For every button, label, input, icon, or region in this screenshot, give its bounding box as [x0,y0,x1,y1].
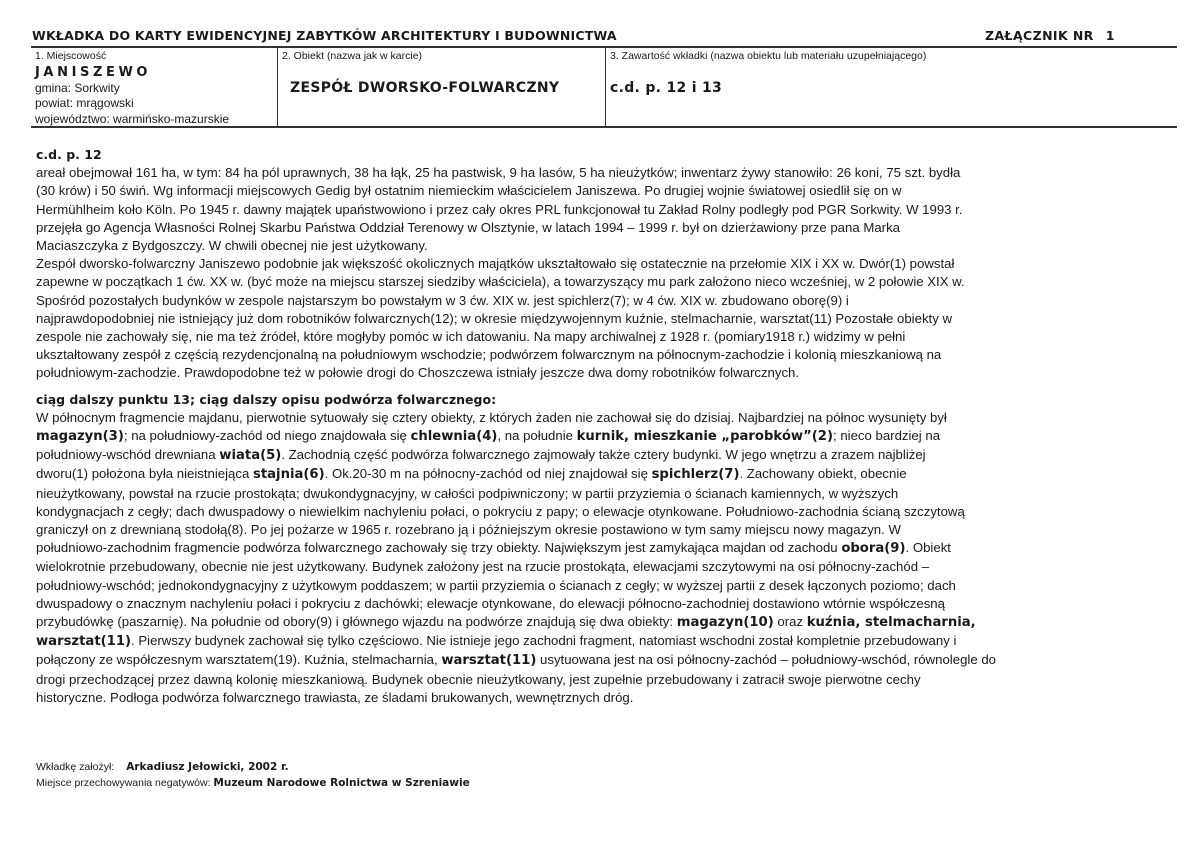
author-line [36,759,470,775]
text-line: nieużytkowany, powstał na rzucie prostokąta; dwukondygnacyjny, w całości podpiwniczony; w partii przyziemia o ścianach kamiennych, w wyższych [36,485,899,501]
building-term: magazyn(3) [36,429,124,445]
attachment-label [985,28,1115,43]
identification-table [31,46,1177,128]
building-term: magazyn(10) [676,615,774,631]
author-label: Wkładkę założył: [36,761,115,773]
storage-label: Miejsce przechowywania negatywów: [36,777,211,789]
document-footer [36,759,470,791]
storage-line [36,775,470,791]
text-line: Maciaszczyka z Bydgoszczy. W chwili obecnej nie jest użytkowany. [36,238,428,254]
text-line: wielokrotnie przebudowany, obecnie nie jest użytkowany. Budynek założony jest na rzucie prostokąta, elewacjami szczytowymi na osi północny-zachód – [36,559,930,575]
text-line: Zespół dworsko-folwarczny Janiszewo podobnie jak większość okolicznych majątków ukształtowało się ostatecznie na przełomie XIX i XX w. Dwór(1) powstał [36,256,955,272]
text-line: dwuspadowy o znacznym nachyleniu połaci i pokryciu z dachówki; elewacje otynkowane, do elewacji północno-zachodniej dostawiono wtórnie współczesną [36,595,945,611]
text-line: dworu(1) położona była nieistniejąca stajnia(6). Ok.20-30 m na północny-zachód od niej znajdował się spichlerz(7). Zachowany obiekt, obecnie [36,466,907,483]
building-term: chlewnia(4) [410,429,498,445]
text-line: zespole nie zachowały się, nie ma też źródeł, które mogłyby pomóc w ich datowaniu. Na mapy archiwalnej z 1928 r. (pomiary1918 r.) widzimy w pełni [36,329,906,345]
text-line: połączony ze współczesnym warsztatem(19). Kuźnia, stelmacharnia, warsztat(11) usytuowana jest na osi północny-zachód – południowy-wschód, równolegle do [36,652,997,669]
building-term: warsztat(11) [441,653,537,669]
building-term: kurnik, mieszkanie „parobków”(2) [576,429,833,445]
object-cell [277,48,606,126]
text-line: południowym-zachodzie. Prawdopodobne też w połowie drogi do Choszczewa istniały jeszcze dwa domy robotników folwarcznych. [36,365,800,381]
section-heading-continuation-13: ciąg dalszy punktu 13; ciąg dalszy opisu podwórza folwarcznego: [36,391,497,407]
text-line: Spośród pozostałych budynków w zespole najstarszym bo powstałym w 3 ćw. XIX w. jest spichlerz(7); w 4 ćw. XIX w. zbudowano oborę(9) i [36,292,849,308]
building-term: spichlerz(7) [651,467,740,483]
text-line: W północnym fragmencie majdanu, pierwotnie sytuowały się cztery obiekty, z których żaden nie zachował się do dzisiaj. Najbardziej na północ wysunięty był [36,409,947,425]
building-term: obora(9) [841,541,906,557]
text-line: warsztat(11). Pierwszy budynek zachował się tylko częściowo. Nie istnieje jego zachodni fragment, natomiast wschodni został kompletnie przebudowany i [36,633,957,650]
storage-value: Muzeum Narodowe Rolnictwa w Szreniawie [213,777,470,789]
text-line: kondygnacjach z cegły; dach dwuspadowy o niewielkim nachyleniu połaci, o pokryciu z papy; o elewacje otynkowane. Południowo-zachodnia ścianą szczytową [36,503,965,519]
text-line: przejęła go Agencja Własności Rolnej Skarbu Państwa Oddział Terenowy w Olsztynie, w latach 1994 – 1999 r. był on dzierżawiony prze pana Marka [36,219,900,235]
text-line: (30 krów) i 50 świń. Wg informacji miejscowych Gedig był ostatnim niemieckim właścicielem Janiszewa. Po drugiej wojnie światowej osiedlił się on w [36,183,902,199]
text-line: zapewne w początkach 1 ćw. XX w. (być może na miejscu starszej siedziby właściciela), a towarzyszący mu park założono nieco wcześniej, w 2 połowie XIX w. [36,274,965,290]
text-line: ukształtowany zespół z częścią rezydencjonalną na południowym wschodzie; podwórzem folwarcznym na północnym-zachodzie i kolonią mieszkaniową na [36,347,942,363]
contents-cell [605,48,1177,126]
contents-caption: 3. Zawartość wkładki (nazwa obiektu lub materiału uzupełniającego) [610,50,927,62]
building-term: warsztat(11) [36,634,132,650]
text-line: przybudówkę (paszarnię). Na południe od obory(9) i głównego wjazdu na podwórze znajdują się dwa obiekty: magazyn(10) oraz kuźnia, stelmacharnia, [36,614,976,631]
place-name: JANISZEWO [35,65,152,80]
gmina-line: gmina: Sorkwity [35,81,120,95]
text-line: południowo-zachodnim fragmencie podwórza folwarcznego zachowały się trzy obiekty. Największym jest zamykająca majdan od zachodu obora(9). Obiekt [36,540,951,557]
text-line: południowy-wschód; jednokondygnacyjny z użytkowym poddaszem; w partii przyziemia o ścianach z cegły; w wyższej partii z desek łączonych poziomo; dach [36,577,956,593]
attachment-label-text: ZAŁĄCZNIK NR [985,28,1094,43]
text-line: magazyn(3); na południowy-zachód od niego znajdowała się chlewnia(4), na południe kurnik, mieszkanie „parobków”(2); nieco bardziej na [36,428,941,445]
document-title: WKŁADKA DO KARTY EWIDENCYJNEJ ZABYTKÓW ARCHITEKTURY I BUDOWNICTWA [32,28,617,43]
building-term: wiata(5) [219,448,282,464]
document-body [36,146,1176,707]
attachment-number: 1 [1105,28,1115,43]
text-line: historyczne. Podłoga podwórza folwarcznego trawiasta, ze śladami brukowanych, wewnętrznych dróg. [36,689,634,705]
text-line: Hermühlheim koło Köln. Po 1945 r. dawny majątek upaństwowiono i przez cały okres PRL funkcjonował tu Zakład Rolny podległy pod PGR Sorkwity. W 1993 r. [36,201,963,217]
text-line: drogi przechodzącej przez dawną kolonię mieszkaniową. Budynek obecnie nieużytkowany, jest zupełnie przebudowany i zatracił swoje pierwotne cechy [36,671,921,687]
text-line: areał obejmował 161 ha, w tym: 84 ha pól uprawnych, 38 ha łąk, 25 ha pastwisk, 9 ha lasów, 5 ha nieużytków; inwentarz żywy stanowiło: 26 koni, 75 szt. bydła [36,165,961,181]
location-caption: 1. Miejscowość [35,50,107,62]
building-term: stajnia(6) [253,467,325,483]
object-name: ZESPÓŁ DWORSKO-FOLWARCZNY [290,80,560,96]
location-cell [31,48,277,126]
wojewodztwo-line: województwo: warmińsko-mazurskie [35,112,230,126]
text-line: najprawdopodobniej nie istniejący już dom robotników folwarcznych(12); w okresie międzywojennym kuźnie, stelmacharnie, warsztat(11) Pozostałe obiekty w [36,310,952,326]
contents-value: c.d. p. 12 i 13 [610,80,723,96]
section-paragraph-history [36,164,1176,382]
object-caption: 2. Obiekt (nazwa jak w karcie) [282,50,423,62]
text-line: południowy-wschód drewniana wiata(5). Zachodnią część podwórza folwarcznego zajmowały także cztery budynki. W jego wnętrzu a zrazem najbliżej [36,447,926,464]
powiat-line: powiat: mrągowski [35,96,134,110]
text-line: graniczył on z drewnianą stodołą(8). Po jej pożarze w 1965 r. rozebrano ją i późniejszym okresie postawiono w tym samy miejscu nowy magazyn. W [36,522,901,538]
author-value: Arkadiusz Jełowicki, 2002 r. [126,761,289,773]
section-heading-continuation-12: c.d. p. 12 [36,147,102,162]
building-term: kuźnia, stelmacharnia, [806,615,976,631]
section-paragraph-farmyard [36,409,1176,707]
